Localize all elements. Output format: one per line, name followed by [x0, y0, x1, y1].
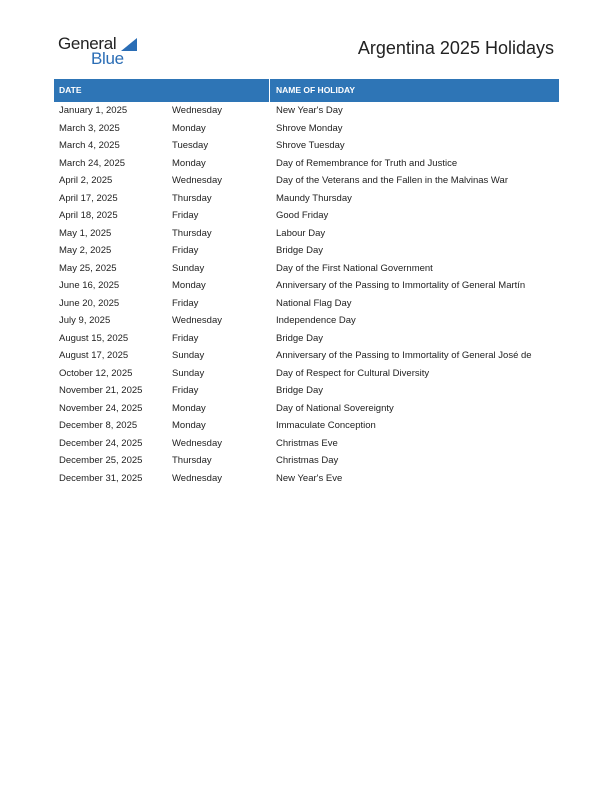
table-row [54, 417, 559, 435]
row-holiday-name: Good Friday [276, 210, 329, 221]
table-row [54, 120, 559, 138]
row-date: March 24, 2025 [59, 157, 126, 169]
row-date: July 9, 2025 [59, 315, 111, 326]
row-date: December 31, 2025 [59, 472, 143, 484]
row-date: December 25, 2025 [59, 455, 143, 466]
row-holiday-name: National Flag Day [276, 297, 352, 309]
row-weekday: Friday [172, 210, 199, 221]
table-row [54, 470, 559, 488]
header-date: DATE [59, 85, 82, 95]
logo [58, 34, 148, 68]
row-date: April 2, 2025 [59, 175, 113, 186]
row-date: August 17, 2025 [59, 350, 129, 361]
table-row [54, 277, 559, 295]
table-row [54, 382, 559, 400]
table-row [54, 137, 559, 155]
row-date: November 21, 2025 [59, 385, 143, 396]
row-date: April 18, 2025 [59, 210, 118, 221]
table-row [54, 172, 559, 190]
row-weekday: Friday [172, 332, 199, 344]
row-weekday: Thursday [172, 227, 212, 239]
table-row [54, 435, 559, 453]
row-weekday: Wednesday [172, 105, 222, 116]
row-date: May 1, 2025 [59, 227, 112, 239]
table-row [54, 155, 559, 173]
row-holiday-name: Anniversary of the Passing to Immortality of General Martín [276, 280, 526, 291]
row-date: August 15, 2025 [59, 332, 129, 344]
row-weekday: Sunday [172, 367, 205, 379]
row-weekday: Sunday [172, 262, 205, 274]
row-holiday-name: New Year's Eve [276, 472, 343, 484]
header-holiday-name: NAME OF HOLIDAY [276, 85, 356, 95]
row-date: October 12, 2025 [59, 367, 133, 379]
row-holiday-name: Bridge Day [276, 332, 323, 344]
row-date: December 8, 2025 [59, 420, 138, 431]
table-row [54, 207, 559, 225]
header-divider [269, 79, 270, 102]
row-holiday-name: Day of the First National Government [276, 262, 433, 274]
row-holiday-name: Maundy Thursday [276, 192, 352, 204]
table-row [54, 295, 559, 313]
row-holiday-name: Anniversary of the Passing to Immortality of General José de [276, 350, 532, 361]
row-date: March 4, 2025 [59, 140, 120, 151]
row-holiday-name: Shrove Tuesday [276, 140, 345, 151]
row-weekday: Wednesday [172, 437, 222, 449]
table-row [54, 260, 559, 278]
row-date: March 3, 2025 [59, 122, 120, 134]
row-weekday: Thursday [172, 192, 212, 204]
row-weekday: Monday [172, 122, 206, 134]
table-row [54, 312, 559, 330]
holiday-table [54, 79, 559, 487]
row-weekday: Friday [172, 297, 199, 309]
row-date: June 20, 2025 [59, 297, 120, 309]
row-weekday: Monday [172, 402, 206, 414]
row-holiday-name: Christmas Day [276, 455, 339, 466]
row-weekday: Thursday [172, 455, 212, 466]
row-holiday-name: Bridge Day [276, 245, 323, 256]
page-title: Argentina 2025 Holidays [357, 38, 554, 58]
row-date: November 24, 2025 [59, 402, 143, 414]
table-row [54, 190, 559, 208]
row-holiday-name: Day of Remembrance for Truth and Justice [276, 157, 458, 169]
row-weekday: Friday [172, 245, 199, 256]
row-holiday-name: Shrove Monday [276, 122, 343, 134]
row-weekday: Monday [172, 420, 206, 431]
row-holiday-name: Day of National Sovereignty [276, 402, 394, 414]
table-row [54, 225, 559, 243]
table-row [54, 365, 559, 383]
row-weekday: Wednesday [172, 472, 222, 484]
row-weekday: Tuesday [172, 140, 209, 151]
table-row [54, 242, 559, 260]
table-row [54, 330, 559, 348]
row-weekday: Monday [172, 280, 206, 291]
table-row [54, 452, 559, 470]
row-holiday-name: New Year's Day [276, 105, 343, 116]
row-weekday: Friday [172, 385, 199, 396]
row-weekday: Sunday [172, 350, 205, 361]
row-date: May 2, 2025 [59, 245, 112, 256]
row-date: April 17, 2025 [59, 192, 118, 204]
row-holiday-name: Immaculate Conception [276, 420, 376, 431]
row-weekday: Wednesday [172, 315, 222, 326]
row-holiday-name: Independence Day [276, 315, 356, 326]
row-weekday: Monday [172, 157, 206, 169]
table-header [54, 79, 559, 102]
logo-word-general: General [58, 34, 117, 53]
row-date: May 25, 2025 [59, 262, 117, 274]
row-holiday-name: Day of Respect for Cultural Diversity [276, 367, 430, 379]
table-row [54, 347, 559, 365]
table-body [54, 102, 559, 487]
row-holiday-name: Bridge Day [276, 385, 323, 396]
row-weekday: Wednesday [172, 175, 222, 186]
row-holiday-name: Christmas Eve [276, 437, 338, 449]
logo-word-blue: Blue [91, 49, 124, 68]
row-holiday-name: Day of the Veterans and the Fallen in the Malvinas War [276, 175, 508, 186]
row-holiday-name: Labour Day [276, 227, 326, 239]
row-date: June 16, 2025 [59, 280, 120, 291]
row-date: December 24, 2025 [59, 437, 143, 449]
table-row [54, 400, 559, 418]
table-row [54, 102, 559, 120]
row-date: January 1, 2025 [59, 105, 128, 116]
